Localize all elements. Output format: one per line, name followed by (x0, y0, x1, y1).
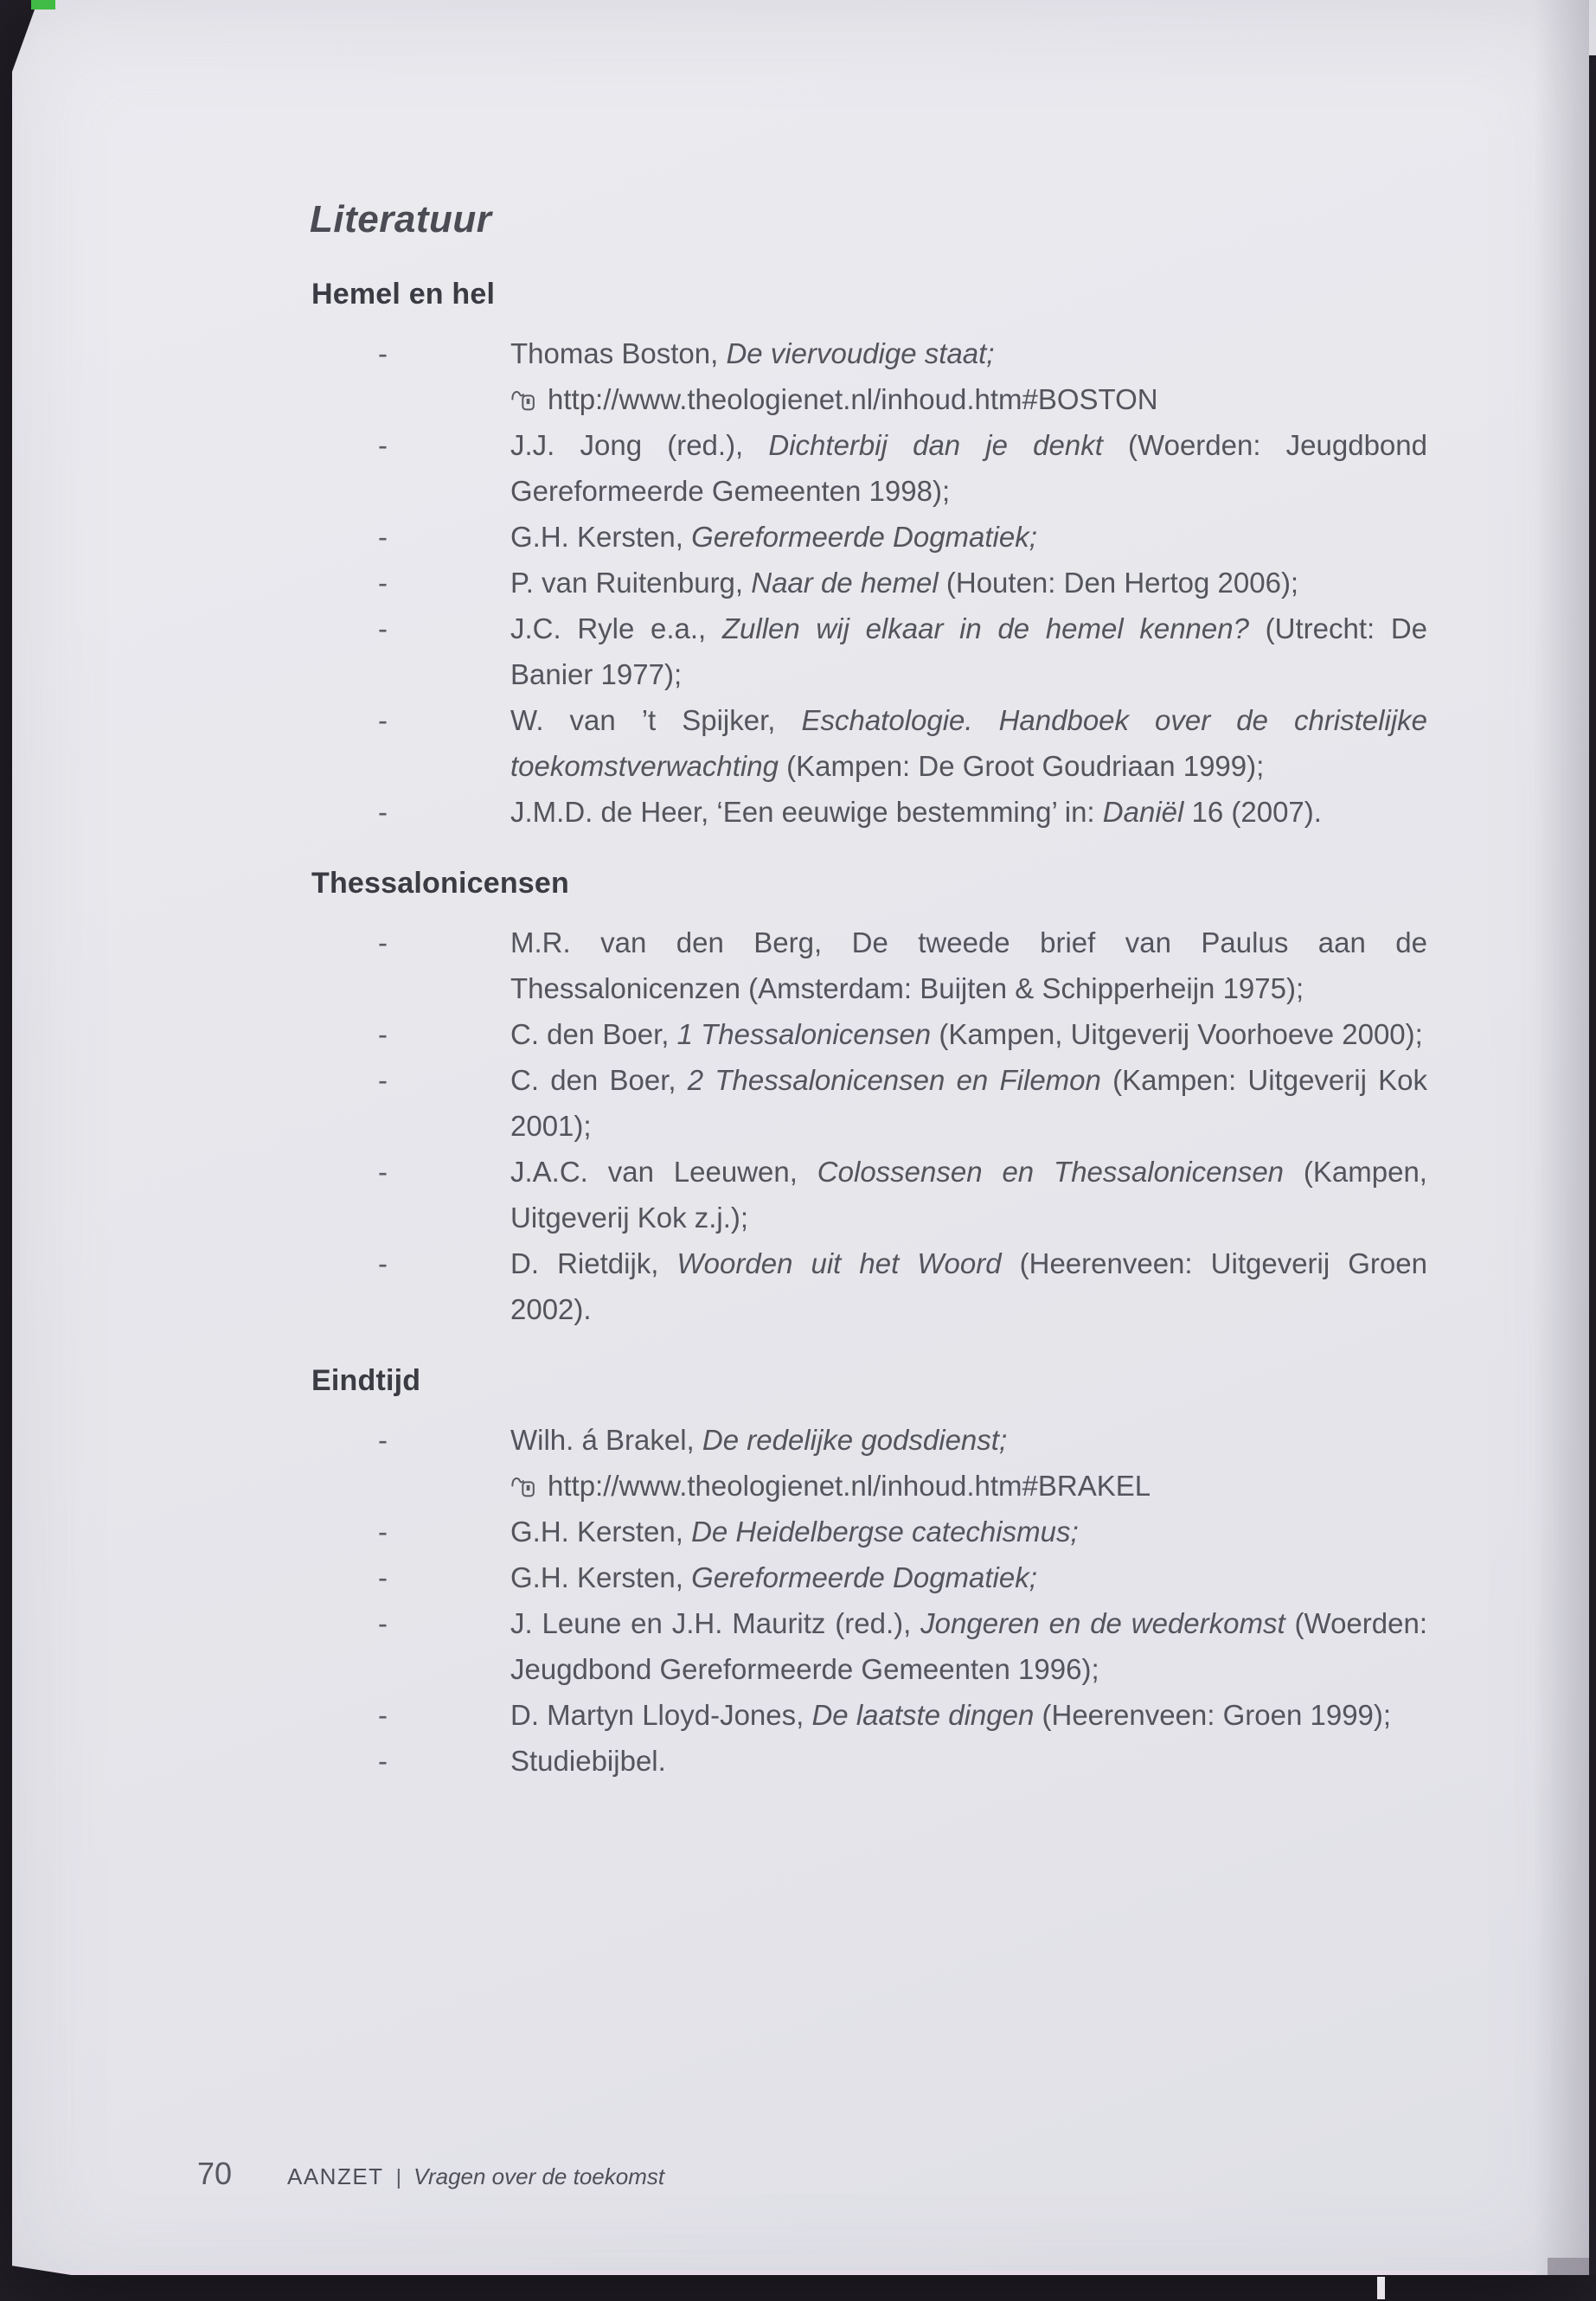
list-dash: - (378, 567, 388, 599)
list-dash: - (378, 1064, 388, 1096)
list-dash: - (378, 796, 388, 828)
sections (311, 279, 1427, 1784)
list-item (311, 1692, 1427, 1738)
list-item (311, 330, 1427, 422)
link-line (510, 1463, 1427, 1509)
list-item (311, 697, 1427, 789)
scan-edge-right (1589, 55, 1596, 2301)
section-heading: Eindtijd (311, 1364, 421, 1397)
scan-edge-left (0, 0, 12, 2301)
list-dash: - (378, 704, 388, 736)
entry-text: C. den Boer, 1 Thessalonicensen (Kampen, Uitgeverij Voorhoeve 2000); (510, 1018, 1423, 1050)
list-dash: - (378, 1516, 388, 1548)
list-dash: - (378, 1745, 388, 1777)
entry-text: G.H. Kersten, Gereformeerde Dogmatiek; (510, 1561, 1037, 1593)
page-footer (197, 2156, 664, 2192)
page-number: 70 (197, 2156, 233, 2191)
entry-text: G.H. Kersten, De Heidelbergse catechismus; (510, 1516, 1079, 1548)
scan-corner-top-left (0, 0, 38, 78)
footer-separator: | (395, 2165, 402, 2189)
list-dash: - (378, 1424, 388, 1456)
list-item (311, 1057, 1427, 1149)
list-item (311, 1509, 1427, 1554)
entry-text: J.M.D. de Heer, ‘Een eeuwige bestemming’ in: Daniël 16 (2007). (510, 796, 1322, 828)
bibliography-section (311, 1365, 1427, 1784)
scan-edge-bottom (0, 2275, 1596, 2301)
list-item (311, 789, 1427, 835)
list-item (311, 1417, 1427, 1509)
mouse-link-icon (510, 1472, 537, 1499)
list-dash: - (378, 1247, 388, 1279)
scan-right-shadow (1534, 0, 1589, 2301)
page-title: Literatuur (310, 198, 492, 241)
list-dash: - (378, 1561, 388, 1593)
list-dash: - (378, 521, 388, 553)
link-line (510, 376, 1427, 422)
list-dash: - (378, 1607, 388, 1639)
entry-text: D. Rietdijk, Woorden uit het Woord (Heerenveen: Uitgeverij Groen 2002). (510, 1247, 1427, 1325)
entry-text: G.H. Kersten, Gereformeerde Dogmatiek; (510, 521, 1037, 553)
list-item (311, 1011, 1427, 1057)
list-item (311, 1554, 1427, 1600)
list-dash: - (378, 612, 388, 644)
list-item (311, 1738, 1427, 1784)
list-dash: - (378, 337, 388, 369)
section-heading: Hemel en hel (311, 278, 496, 311)
footer-book-title: Vragen over de toekomst (413, 2163, 665, 2189)
entry-text: J. Leune en J.H. Mauritz (red.), Jongeren en de wederkomst (Woerden: Jeugdbond Gereformeerde Gemeenten 1996); (510, 1607, 1427, 1685)
entry-text: W. van ’t Spijker, Eschatologie. Handboek over de christelijke toekomstverwachting (Kampen: De Groot Goudriaan 1999); (510, 704, 1428, 782)
entry-text: J.J. Jong (red.), Dichterbij dan je denkt (Woerden: Jeugdbond Gereformeerde Gemeenten 1998); (510, 429, 1427, 507)
list-item (311, 606, 1427, 697)
bibliography-section (311, 868, 1427, 1332)
list-item (311, 920, 1427, 1011)
list-dash: - (378, 1018, 388, 1050)
list-dash: - (378, 429, 388, 461)
entry-text: Studiebijbel. (510, 1745, 666, 1777)
list-item (311, 1240, 1427, 1332)
list-item (311, 422, 1427, 514)
bibliography-section (311, 279, 1427, 835)
list-item (311, 560, 1427, 606)
section-heading: Thessalonicensen (311, 867, 569, 900)
entry-url[interactable]: http://www.theologienet.nl/inhoud.htm#BRAKEL (548, 1470, 1151, 1502)
entry-text: P. van Ruitenburg, Naar de hemel (Houten: Den Hertog 2006); (510, 567, 1299, 599)
scan-bottom-right-shadow (1548, 2258, 1589, 2275)
entry-url[interactable]: http://www.theologienet.nl/inhoud.htm#BOSTON (548, 383, 1158, 415)
footer-series-label: AANZET (287, 2163, 384, 2189)
list-dash: - (378, 1699, 388, 1731)
list-item (311, 514, 1427, 560)
entry-text: Thomas Boston, De viervoudige staat; http://www.theologienet.nl/inhoud.htm#BOSTON (510, 330, 1427, 422)
scan-bottom-sliver (1377, 2277, 1385, 2299)
list-dash: - (378, 1156, 388, 1188)
list-dash: - (378, 926, 388, 958)
entry-text: J.C. Ryle e.a., Zullen wij elkaar in de hemel kennen? (Utrecht: De Banier 1977); (510, 612, 1428, 690)
entry-text: C. den Boer, 2 Thessalonicensen en Filemon (Kampen: Uitgeverij Kok 2001); (510, 1064, 1428, 1142)
list-item (311, 1600, 1427, 1692)
scan-green-mark (31, 0, 55, 10)
entry-text: J.A.C. van Leeuwen, Colossensen en Thessalonicensen (Kampen, Uitgeverij Kok z.j.); (510, 1156, 1427, 1234)
entry-text: D. Martyn Lloyd-Jones, De laatste dingen (Heerenveen: Groen 1999); (510, 1699, 1392, 1731)
entry-text: Wilh. á Brakel, De redelijke godsdienst; http://www.theologienet.nl/inhoud.htm#BRAKEL (510, 1417, 1427, 1509)
list-item (311, 1149, 1427, 1240)
mouse-link-icon (510, 386, 537, 413)
entry-text: M.R. van den Berg, De tweede brief van Paulus aan de Thessalonicenzen (Amsterdam: Buijten & Schipperheijn 1975); (510, 926, 1427, 1004)
